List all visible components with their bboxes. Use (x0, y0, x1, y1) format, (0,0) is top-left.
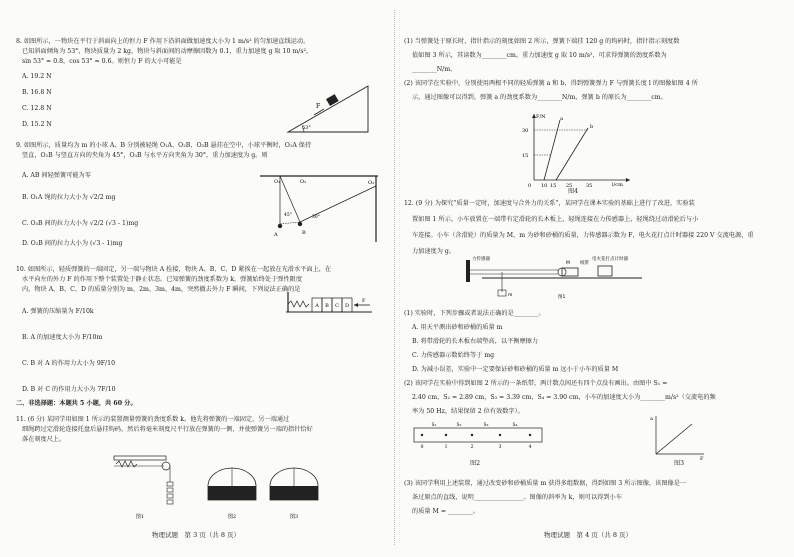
q8-incline-figure (284, 82, 374, 136)
block-d: D (344, 303, 350, 309)
label-b: B (302, 230, 306, 236)
q12-part2-line1: (2) 该同学在实验中得到如图 2 所示的一条纸带，两计数点间还有四个点没有画出。由图中 S₁ = (404, 380, 668, 387)
point-0: 0 (420, 445, 424, 450)
block-b: B (325, 303, 329, 309)
q8-option-d: D. 15.2 N (22, 121, 52, 128)
q9-option-a: A. AB 间轻弹簧可能为零 (22, 172, 91, 179)
q12-fig1-apparatus (462, 254, 652, 302)
line-b-label: b (590, 124, 594, 130)
right-page-footer: 物理试题 第 4 页（共 8 页） (544, 531, 633, 539)
q10-spring-blocks-figure (284, 290, 374, 314)
line-a-label: a (560, 116, 563, 122)
x-tick-0: 0 (528, 183, 532, 188)
label-a: A (274, 232, 278, 238)
q9-hanging-balls-figure (258, 172, 380, 244)
q11-part1-line1: (1) 当弹簧处于原长时，指针指示的刻度如图 2 所示，弹簧下端挂 120 g 的钩码时，指针指示刻度数 (404, 38, 680, 45)
q8-angle-label: 53° (302, 125, 311, 131)
label-tape: 纸带 (580, 261, 589, 266)
q10-option-a: A. 弹簧的压缩量为 F/10k (22, 308, 94, 315)
q9-option-b: B. O₁A 绳的拉力大小为 √2/2 mg (22, 194, 116, 201)
block-a: A (315, 303, 319, 309)
ball-b (298, 222, 302, 226)
label-45: 45° (284, 213, 292, 218)
q12-part2-line3: 率为 50 Hz，结果保留 2 位有效数字）。 (412, 408, 524, 415)
s2-label: S₂ (456, 423, 462, 428)
y-tick-15: 15 (522, 153, 529, 159)
q11-stem-line1: 11. (6 分) 某同学用如图 1 所示的装置测量弹簧的劲度系数 k。他先将弹簧的一端固定，另一端通过 (16, 416, 290, 423)
q9-option-d: D. O₂B 间的拉力大小为 (√3 - 1)mg (22, 240, 123, 247)
q11-stem-line2: 细绳跨过定滑轮连接托盘后悬挂钩码，然后将毫米刻度尺平行放在弹簧的一侧，并使弹簧另一端的指针恰好 (22, 426, 313, 433)
q10-stem-line1: 10. 如图所示，轻质弹簧的一端固定，另一端与物块 A 拴接，物块 A、B、C、D 紧挨在一起放在光滑水平面上，在 (16, 266, 332, 273)
q9-option-c: C. O₃B 间的拉力大小为 √2/2 (√3 - 1)mg (22, 220, 139, 227)
label-M: M (566, 261, 570, 266)
s3-label: S₃ (483, 423, 489, 428)
x-tick-15: 15 (550, 183, 557, 188)
q12-option-c: C. 力传感器示数始终等于 mg (412, 352, 495, 359)
q12-part1: (1) 实验时，下列步骤或者说法正确的是________。 (404, 310, 545, 317)
page-divider (394, 10, 395, 545)
q11-fig1-spring-apparatus (104, 446, 184, 522)
q10-force-label: F (362, 298, 366, 304)
point-1: 1 (444, 445, 448, 450)
q10-option-b: B. A 的加速度大小为 F/10m (22, 334, 103, 341)
q12-option-b: B. 将带滑轮的长木板右端垫高，以平衡摩擦力 (412, 338, 539, 345)
graph-xlabel: l/cm (612, 182, 623, 188)
right-page (404, 14, 784, 539)
q8-option-a: A. 19.2 N (22, 73, 52, 80)
fig1-caption: 图1 (135, 514, 145, 520)
fig2-caption-q12: 图2 (470, 460, 481, 467)
q12-part3-line3: 的质量 M = ________。 (412, 508, 479, 515)
q12-option-a: A. 用天平测出砂和砂桶的质量 m (412, 324, 503, 331)
q8-stem-line3: sin 53° = 0.8，cos 53° = 0.6。则恒力 F 的大小可能是 (22, 58, 182, 65)
block-c: C (335, 303, 339, 309)
q12-fig3-graph (648, 412, 708, 462)
point-3: 3 (498, 445, 502, 450)
label-o1: O₁ (274, 179, 281, 185)
point-4: 4 (528, 445, 532, 450)
left-page-footer: 物理试题 第 3 页（共 8 页） (152, 531, 241, 539)
q11-part2-line1: (2) 该同学在实验中，分别使用两根不同的轻质弹簧 a 和 b，得到弹簧弹力 F 与弹簧长度 l 的图像如图 4 所 (404, 80, 698, 87)
label-o2: O₂ (300, 179, 307, 185)
graph-ylabel: F/N (536, 114, 546, 120)
x-tick-25: 25 (566, 183, 573, 188)
q9-stem-line1: 9. 如图所示，质量均为 m 的小球 A、B 分别被轻绳 O₁A、O₂B、O₃B 悬挂在空中，小球平衡时，O₁A 保持 (16, 142, 312, 149)
q12-stem-line3: 车连接。小车（含滑轮）的质量为 M，m 为砂和砂桶的质量，力传感器示数为 F，电火花打点计时器接 220 V 交流电源，重 (412, 232, 754, 239)
label-m: m (508, 293, 513, 298)
q8-stem-line2: 已知斜面倾角为 53°，物块质量为 2 kg，物块与斜面间的动摩擦因数为 0.1，重力加速度 g 取 10 m/s²， (22, 48, 313, 55)
q12-stem-line4: 力加速度为 g。 (412, 248, 456, 255)
y-tick-30: 30 (522, 128, 529, 134)
q10-option-c: C. B 对 A 的作用力大小为 9F/10 (22, 360, 116, 367)
q11-stem-line3: 落在刻度尺上。 (22, 436, 66, 443)
fig4-caption: 图4 (568, 188, 579, 195)
x-tick-10: 10 (541, 183, 548, 188)
s1-label: S₁ (431, 423, 437, 428)
label-30: 30° (312, 215, 320, 220)
q12-fig2-tape (408, 416, 548, 456)
s4-label: S₄ (512, 423, 518, 428)
line-a (544, 120, 560, 180)
q8-stem-line1: 8. 如图所示，一物块在平行于斜面向上的恒力 F 作用下沿斜面做加速度大小为 1 m/s² 的匀加速直线运动。 (16, 38, 310, 45)
q12-part3-line2: 条过原点的直线，说明________________。图像的斜率为 k，则可以得到小车 (412, 494, 622, 501)
fig3-caption: 图3 (289, 514, 299, 520)
line-b (556, 128, 588, 180)
section-heading: 二、非选择题：本题共 5 小题，共 60 分。 (16, 400, 137, 407)
fig3-caption-q12: 图3 (674, 460, 685, 467)
point-2: 2 (470, 445, 474, 450)
q8-option-c: C. 12.8 N (22, 105, 52, 112)
fig1-caption-q12: 图1 (558, 295, 566, 300)
q11-part1-line2: 值如图 3 所示，其读数为________cm，重力加速度 g 取 10 m/s²，可求得弹簧的劲度系数为 (412, 52, 667, 59)
q10-stem-line2: 水平向左的外力 F 的作用下整个装置处于静止状态。已知弹簧的劲度系数为 k，弹簧始终处于弹性限度 (22, 276, 303, 283)
q12-part3-line1: (3) 该同学利用上述装置，通过改变砂和砂桶质量 m 获得多组数据，得到如图 3 所示图像，该图像是一 (404, 480, 687, 487)
q10-stem-line3: 内，物块 A、B、C、D 的质量分别为 m、2m、3m、4m，突然撤去外力 F 瞬间，下列说法正确的是 (22, 286, 301, 293)
q11-fig3-scale (266, 460, 322, 522)
q9-stem-line2: 竖直，O₂B 与竖直方向的夹角为 45°，O₃B 与水平方向夹角为 30°，重力加速度为 g。则 (22, 152, 268, 159)
q12-stem-line2: 置如图 1 所示。小车放置在一端带有定滑轮的长木板上，轻绳连接在力传感器上，轻绳绕过动滑轮后与小 (412, 216, 699, 223)
q11-part2-line2: 示，通过图像可以得到，弹簧 a 的劲度系数为________N/m，弹簧 b 的原长为________cm。 (412, 94, 667, 101)
q10-option-d: D. B 对 C 的作用力大小为 7F/10 (22, 386, 116, 393)
q12-option-d: D. 为减小误差，实验中一定要保证砂和砂桶的质量 m 远小于小车的质量 M (412, 366, 619, 373)
label-timer: 电火花打点计时器 (592, 257, 628, 262)
q12-part2-line2: 2.40 cm，S₂ = 2.89 cm，S₃ = 3.39 cm，S₄ = 3.90 cm，小车的加速度大小为________m/s²（交流电的频 (412, 394, 716, 401)
fig3-xlabel: F (700, 456, 704, 462)
q11-fig4-graph (514, 110, 634, 188)
q8-force-label: F (316, 103, 321, 110)
q11-part1-line3: ________N/m。 (412, 66, 457, 73)
x-tick-35: 35 (586, 183, 593, 188)
fig3-ylabel: a (650, 416, 653, 422)
label-force-sensor: 力传感器 (472, 257, 490, 262)
fig2-caption: 图2 (227, 514, 237, 520)
q12-stem-line1: 12. (9 分) 为探究“质量一定时，加速度与合外力的关系”，某同学在课本实验的基础上进行了改进，实验装 (404, 200, 695, 207)
ball-a (278, 224, 282, 228)
q8-option-b: B. 16.8 N (22, 89, 52, 96)
q11-fig2-scale (204, 460, 260, 522)
left-page (8, 14, 386, 539)
label-o3: O₃ (368, 180, 375, 186)
